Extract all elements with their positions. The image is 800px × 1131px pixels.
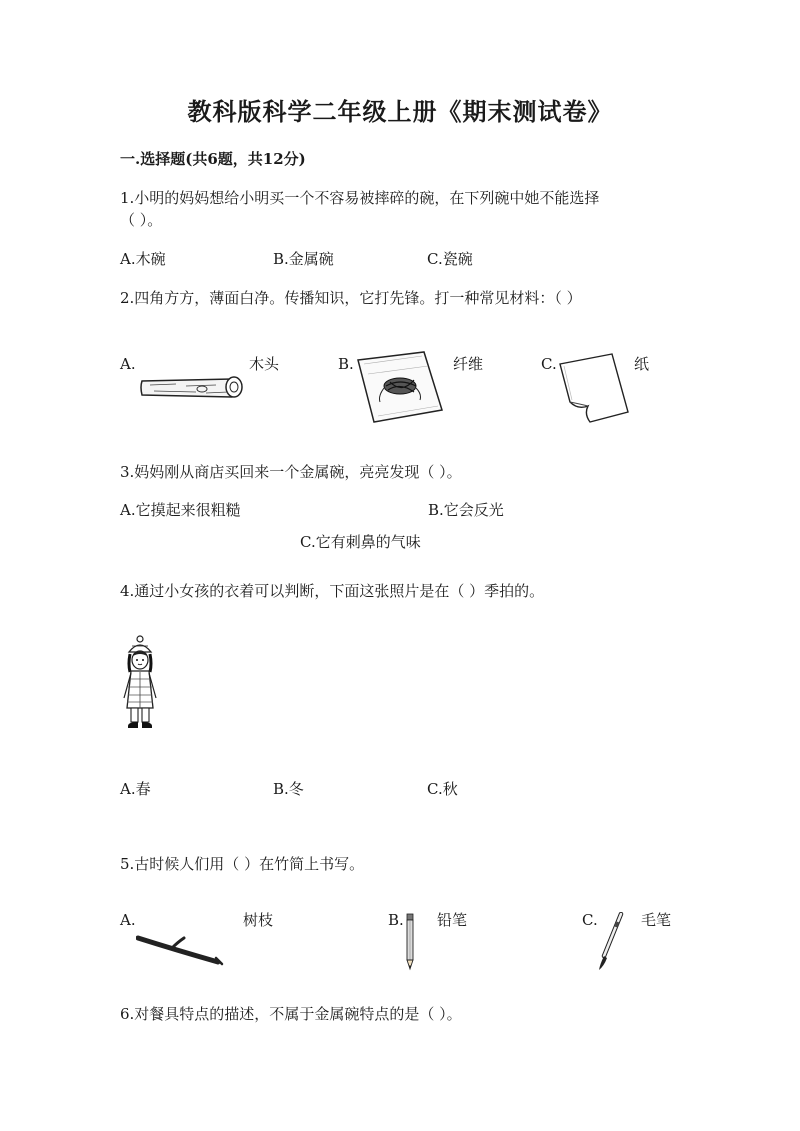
girl-in-winter-coat-icon [120,634,160,734]
page-title: 教科版科学二年级上册《期末测试卷》 [187,97,613,126]
q2-option-a-letter[interactable]: A. [120,355,136,373]
q2-option-b-letter[interactable]: B. [338,355,354,373]
q2-text: 2.四角方方，薄面白净。传播知识，它打先锋。打一种常见材料：（ ） [120,289,582,307]
q5-text: 5.古时候人们用（ ）在竹简上书写。 [120,855,365,873]
q2-option-c-label: 纸 [634,355,650,373]
q6-text: 6.对餐具特点的描述，不属于金属碗特点的是（ ）。 [120,1005,462,1023]
q5-option-b-label: 铅笔 [437,911,468,929]
q4-text: 4.通过小女孩的衣着可以判断，下面这张照片是在（ ）季拍的。 [120,582,545,600]
q3-text: 3.妈妈刚从商店买回来一个金属碗，亮亮发现（ ）。 [120,463,462,481]
q2-option-b-label: 纤维 [453,355,484,373]
q4-option-c[interactable]: C.秋 [427,780,458,798]
q5-option-a-letter[interactable]: A. [120,911,136,929]
branch-icon [136,928,226,968]
wood-log-icon [136,373,248,401]
q1-option-a[interactable]: A.木碗 [120,250,166,268]
brush-pen-icon [596,912,626,972]
section-heading: 一.选择题(共6题，共12分) [120,150,306,168]
q2-option-c-letter[interactable]: C. [541,355,557,373]
q1-option-c[interactable]: C.瓷碗 [427,250,473,268]
q1-option-b[interactable]: B.金属碗 [273,250,334,268]
q3-option-c[interactable]: C.它有刺鼻的气味 [300,533,421,551]
q3-option-a[interactable]: A.它摸起来很粗糙 [120,501,241,519]
q5-option-b-letter[interactable]: B. [388,911,404,929]
paper-sheet-icon [556,352,632,424]
q5-option-a-label: 树枝 [243,911,274,929]
q5-option-c-letter[interactable]: C. [582,911,598,929]
q4-option-b[interactable]: B.冬 [273,780,304,798]
q1-text-blank: （ ）。 [120,211,163,229]
q1-text: 1.小明的妈妈想给小明买一个不容易被摔碎的碗，在下列碗中她不能选择 [120,189,600,207]
q2-option-a-label: 木头 [249,355,280,373]
fiber-bundle-icon [354,350,446,426]
q4-option-a[interactable]: A.春 [120,780,151,798]
q3-option-b[interactable]: B.它会反光 [428,501,504,519]
q5-option-c-label: 毛笔 [641,911,672,929]
pencil-icon [404,912,416,972]
